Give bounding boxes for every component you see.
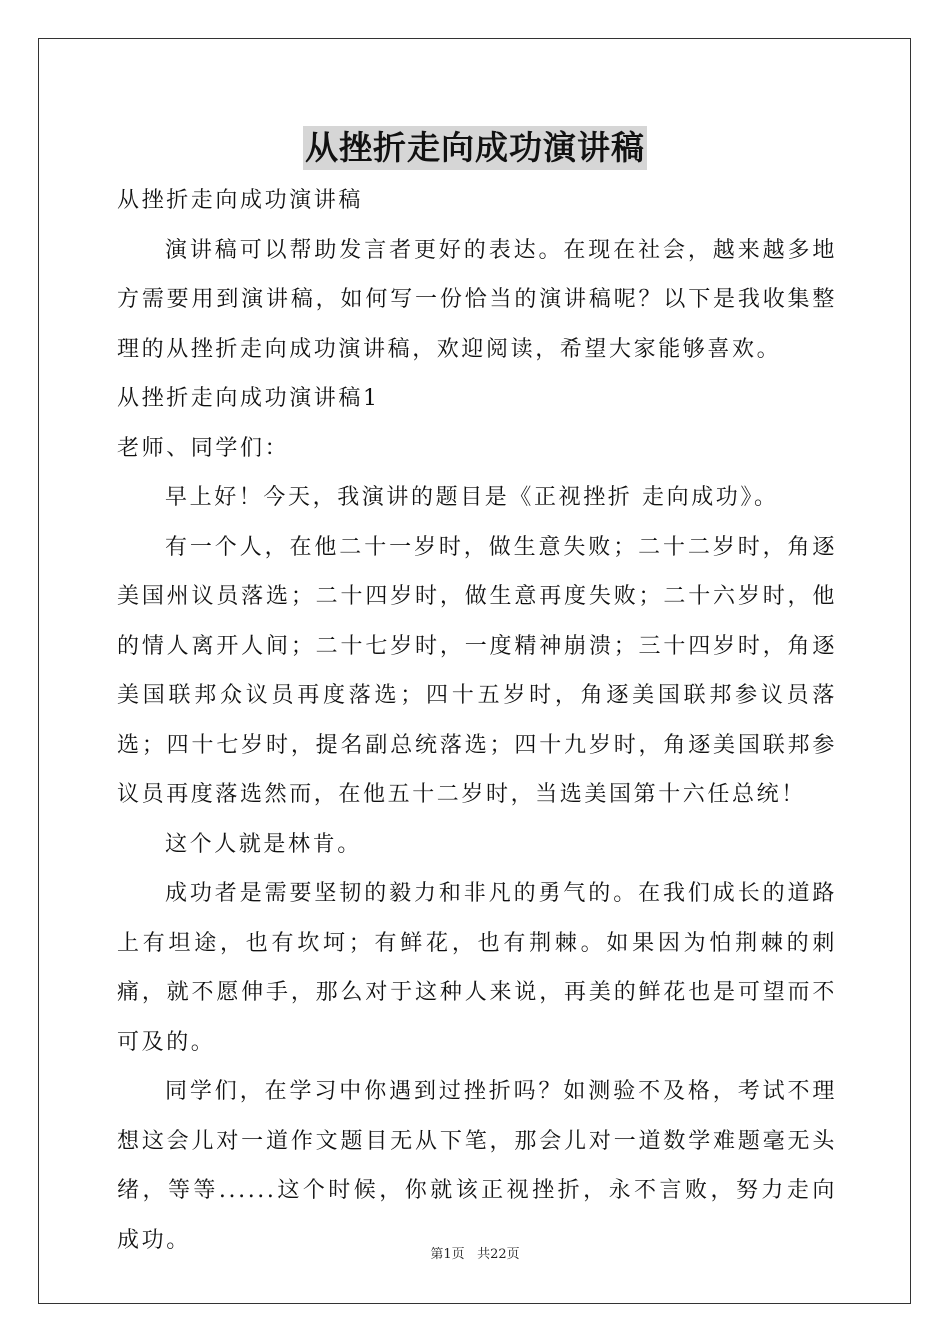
page-total: 共22页: [477, 1247, 520, 1262]
title-container: [0, 126, 950, 170]
paragraph: 从挫折走向成功演讲稿: [117, 188, 364, 213]
document-title: 从挫折走向成功演讲稿: [303, 126, 647, 170]
salutation: 老师、同学们：: [117, 435, 290, 461]
section-heading: 从挫折走向成功演讲稿1: [117, 386, 380, 411]
paragraph: 演讲稿可以帮助发言者更好的表达。在现在社会，越来越多地方需要用到演讲稿，如何写一份恰当的演讲稿呢？以下是我收集整理的从挫折走向成功演讲稿，欢迎阅读，希望大家能够喜欢。: [117, 237, 837, 362]
document-body: [117, 176, 837, 1265]
page-number: 第1页: [430, 1247, 465, 1262]
paragraph: 同学们，在学习中你遇到过挫折吗？如测验不及格，考试不理想这会儿对一道作文题目无从下笔，那会儿对一道数学难题毫无头绪，等等......这个时候，你就该正视挫折，永不言败，努力走向成功。: [117, 1079, 837, 1253]
paragraph: 有一个人，在他二十一岁时，做生意失败；二十二岁时，角逐美国州议员落选；二十四岁时，做生意再度失败；二十六岁时，他的情人离开人间；二十七岁时，一度精神崩溃；三十四岁时，角逐美国联邦众议员再度落选；四十五岁时，角逐美国联邦参议员落选；四十七岁时，提名副总统落选；四十九岁时，角逐美国联邦参议员再度落选然而，在他五十二岁时，当选美国第十六任总统！: [117, 534, 837, 807]
paragraph: 成功者是需要坚韧的毅力和非凡的勇气的。在我们成长的道路上有坦途，也有坎坷；有鲜花，也有荆棘。如果因为怕荆棘的刺痛，就不愿伸手，那么对于这种人来说，再美的鲜花也是可望而不可及的。: [117, 881, 837, 1055]
page-footer: [0, 1245, 950, 1265]
paragraph: 早上好！今天，我演讲的题目是《正视挫折 走向成功》。: [165, 485, 779, 510]
paragraph: 这个人就是林肯。: [165, 831, 362, 857]
